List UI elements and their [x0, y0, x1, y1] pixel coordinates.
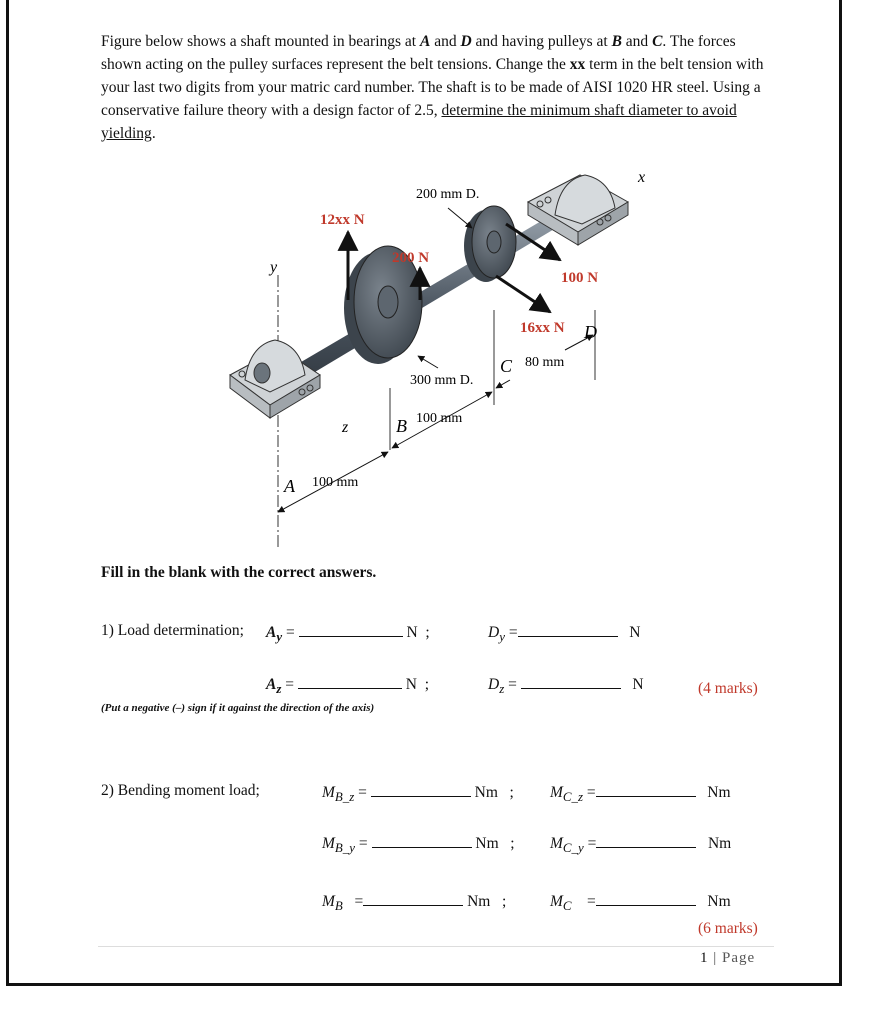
- shaft-figure: [210, 160, 680, 560]
- dz-blank[interactable]: [521, 674, 621, 689]
- q1-dy-row: $D_y$ = N: [488, 624, 641, 645]
- page-footer: 1 | Page: [700, 950, 756, 966]
- footer-divider: [98, 946, 774, 947]
- label-dim-80: 80 mm: [525, 355, 565, 370]
- underlined-task: determine the minimum shaft diameter to avoid yielding: [101, 102, 737, 142]
- az-blank[interactable]: [298, 674, 402, 689]
- label-dim-100-ab: 100 mm: [312, 475, 359, 490]
- fill-heading: Fill in the blank with the correct answers.: [101, 564, 377, 581]
- label-force-16xx: 16xx N: [520, 320, 565, 336]
- mby-blank[interactable]: [372, 833, 472, 848]
- q1-marks: (4 marks): [698, 680, 758, 697]
- q1-ay-row: $A_y = N$ ;: [266, 624, 430, 645]
- bearing-a: [230, 340, 320, 418]
- label-dim-100-bc: 100 mm: [416, 411, 463, 426]
- dy-blank[interactable]: [518, 622, 618, 637]
- point-a-label: A: [284, 476, 295, 496]
- pulley-c: [464, 206, 516, 282]
- ay-blank[interactable]: [299, 622, 403, 637]
- mcy-blank[interactable]: [596, 833, 696, 848]
- q2-mc-row: $M_C$ = Nm: [550, 893, 731, 914]
- q2-marks: (6 marks): [698, 920, 758, 937]
- q2-mby-row: $M_{B\_y} = Nm$ ;: [322, 835, 515, 856]
- axis-z-label: z: [342, 419, 349, 436]
- label-force-100: 100 N: [561, 270, 599, 286]
- point-c-label: C: [500, 356, 513, 376]
- q1-label: 1) Load determination;: [101, 622, 244, 639]
- problem-statement: Figure below shows a shaft mounted in bearings at A and D and having pulleys at B and C. The forces shown acting on the pulley surfaces represent the belt tensions. Change the xx term in the belt tension with your last two digits from your matric card number. The shaft is to be made of AISI 1020 HR steel. Using a conservative failure theory with a design factor of 2.5, determine the minimum shaft diameter to avoid yielding.: [101, 33, 764, 142]
- label-300mm-d: 300 mm D.: [410, 373, 474, 388]
- label-200mm-d: 200 mm D.: [416, 187, 480, 202]
- q2-label: 2) Bending moment load;: [101, 782, 260, 799]
- point-d-label: D: [584, 322, 597, 342]
- q2-mcz-row: $M_{C\_z}$ = Nm: [550, 784, 731, 805]
- q2-mbz-row: $M_{B\_z} = Nm$ ;: [322, 784, 514, 805]
- mbz-blank[interactable]: [371, 782, 471, 797]
- force-16xx-arrow: [496, 276, 550, 312]
- q2-mb-row: $M_B = Nm$ ;: [322, 893, 507, 914]
- q1-az-row: $A_z = N$ ;: [266, 676, 430, 697]
- point-b-label: B: [396, 416, 407, 436]
- axis-x-label: x: [638, 169, 646, 186]
- q2-mcy-row: $M_{C\_y}$ = Nm: [550, 835, 732, 856]
- mb-blank[interactable]: [363, 891, 463, 906]
- axis-y-label: y: [270, 259, 278, 276]
- label-force-200: 200 N: [392, 250, 430, 266]
- q1-dz-row: $D_z$ = N: [488, 676, 644, 697]
- label-force-12xx: 12xx N: [320, 212, 365, 228]
- mcz-blank[interactable]: [596, 782, 696, 797]
- q1-note: (Put a negative (–) sign if it against the direction of the axis): [101, 702, 375, 714]
- mc-blank[interactable]: [596, 891, 696, 906]
